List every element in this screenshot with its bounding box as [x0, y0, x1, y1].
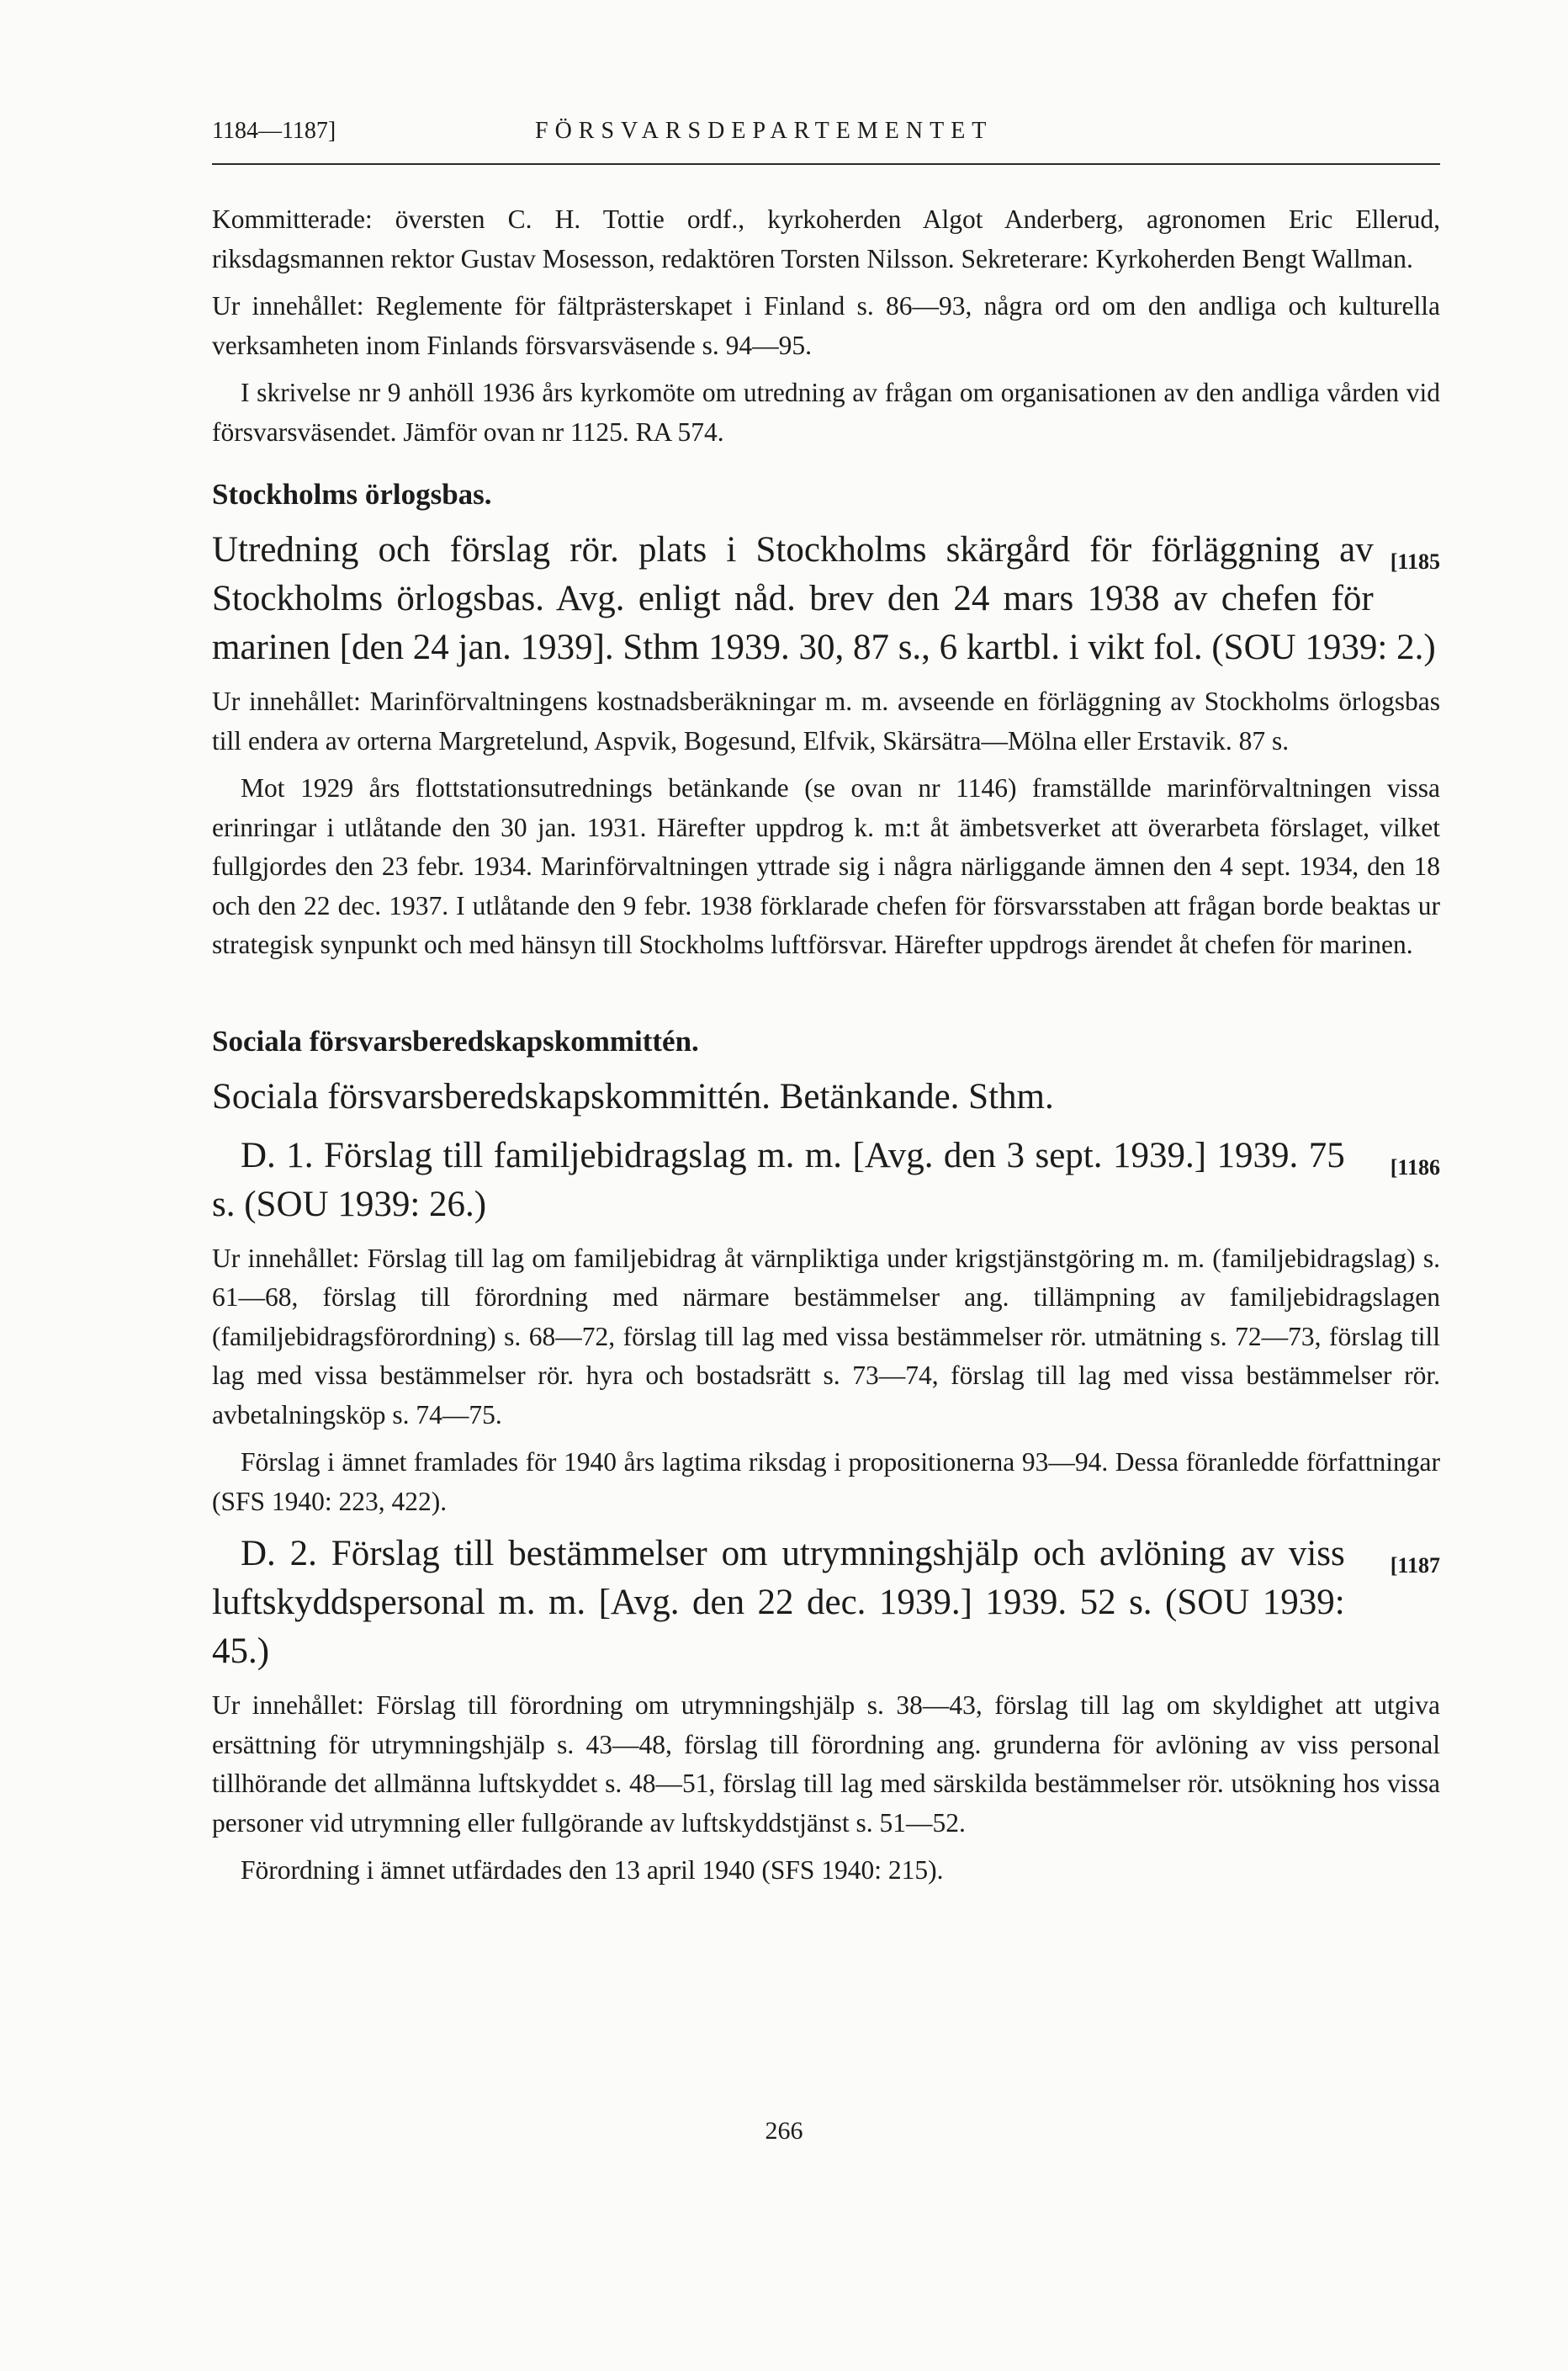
section-spacer: [212, 973, 1440, 999]
entry-title-1187: [212, 1530, 1440, 1676]
page-header: [212, 118, 1440, 151]
entry-title-text-1185: Utredning och förslag rör. plats i Stockholms skärgård för förläggning av Stockholms örlogsbas. Avg. enligt nåd. brev den 24 mars 1938 av chefen för marinen [den 24 jan. 1939]. Sthm 1939. 30, 87 s., 6 kartbl. i vikt fol. (SOU 1939: 2.): [212, 530, 1436, 667]
contents-note-1187: Ur innehållet: Förslag till förordning om utrymningshjälp s. 38—43, förslag till lag om skyldighet att utgiva ersättning för utrymningshjälp s. 43—48, förslag till förordning ang. grunderna för avlöning av viss personal tillhörande det allmänna luftskyddet s. 48—51, förslag till lag med särskilda bestämmelser rör. utsökning hos vissa personer vid utrymning eller fullgörande av luftskyddstjänst s. 51—52.: [212, 1690, 1440, 1838]
header-rule: [212, 163, 1440, 165]
entry-title-text-1186: D. 1. Förslag till familjebidragslag m. m. [Avg. den 3 sept. 1939.] 1939. 75 s. (SOU 1939: 26.): [212, 1135, 1345, 1224]
entry-number-1185: [1185: [1390, 549, 1440, 574]
section-heading-social: Sociala försvarsberedskapskommittén.: [212, 1024, 699, 1058]
entry-title-1185: [212, 526, 1440, 672]
contents-note-1186: Ur innehållet: Förslag till lag om familjebidrag åt värnpliktiga under krigstjänstgöring m. m. (familjebidragslag) s. 61—68, förslag till förordning med närmare bestämmelser ang. tillämpning av familjebidragslagen (familjebidragsförordning) s. 68—72, förslag till lag med vissa bestämmelser rör. utmätning s. 72—73, förslag till lag med vissa bestämmelser rör. hyra och bostadsrätt s. 73—74, förslag till lag med vissa bestämmelser rör. avbetalningsköp s. 74—75.: [212, 1243, 1440, 1429]
section-heading-orlogsbas: Stockholms örlogsbas.: [212, 478, 492, 511]
committee-report-title: Sociala försvarsberedskapskommittén. Betänkande. Sthm.: [212, 1076, 1054, 1117]
entry-title-1186: [212, 1132, 1440, 1229]
page-number: 266: [765, 2117, 803, 2145]
entry-number-1186: [1186: [1390, 1154, 1440, 1180]
committee-members: Kommitterade: översten C. H. Tottie ordf., kyrkoherden Algot Anderberg, agronomen Eric Ellerud, riksdagsmannen rektor Gustav Mosesson, redaktören Torsten Nilsson. Sekreterare: Kyrkoherden Bengt Wallman.: [212, 204, 1440, 273]
contents-note-1185: Ur innehållet: Marinförvaltningens kostnadsberäkningar m. m. avseende en förläggning av Stockholms örlogsbas till endera av orterna Margretelund, Aspvik, Bogesund, Elfvik, Skärsätra—Mölna eller Erstavik. 87 s.: [212, 687, 1440, 756]
page-body: [212, 200, 1440, 1899]
entry-range: 1184—1187]: [212, 118, 336, 144]
contents-note: Ur innehållet: Reglemente för fältprästerskapet i Finland s. 86—93, några ord om den andliga och kulturella verksamheten inom Finlands försvarsväsende s. 94—95.: [212, 291, 1440, 360]
legislation-note-1187: Förordning i ämnet utfärdades den 13 april 1940 (SFS 1940: 215).: [241, 1855, 944, 1885]
background-note: I skrivelse nr 9 anhöll 1936 års kyrkomöte om utredning av frågan om organisationen av den andliga vården vid försvarsväsendet. Jämför ovan nr 1125. RA 574.: [212, 378, 1440, 447]
legislation-note-1186: Förslag i ämnet framlades för 1940 års lagtima riksdag i propositionerna 93—94. Dessa föranledde författningar (SFS 1940: 223, 422).: [212, 1447, 1440, 1516]
entry-title-text-1187: D. 2. Förslag till bestämmelser om utrymningshjälp och avlöning av viss luftskyddspersonal m. m. [Avg. den 22 dec. 1939.] 1939. 52 s. (SOU 1939: 45.): [212, 1534, 1345, 1671]
entry-number-1187: [1187: [1390, 1553, 1440, 1578]
running-head: FÖRSVARSDEPARTEMENTET: [535, 118, 993, 144]
background-note-1185: Mot 1929 års flottstationsutrednings betänkande (se ovan nr 1146) framställde marinförvaltningen vissa erinringar i utlåtande den 30 jan. 1931. Härefter uppdrog k. m:t åt ämbetsverket att överarbeta förslaget, vilket fullgjordes den 23 febr. 1934. Marinförvaltningen yttrade sig i några närliggande ämnen den 4 sept. 1934, den 18 och den 22 dec. 1937. I utlåtande den 9 febr. 1938 förklarade chefen för försvarsstaben att frågan borde beaktas ur strategisk synpunkt och med hänsyn till Stockholms luftförsvar. Härefter uppdrogs ärendet åt chefen för marinen.: [212, 773, 1440, 959]
